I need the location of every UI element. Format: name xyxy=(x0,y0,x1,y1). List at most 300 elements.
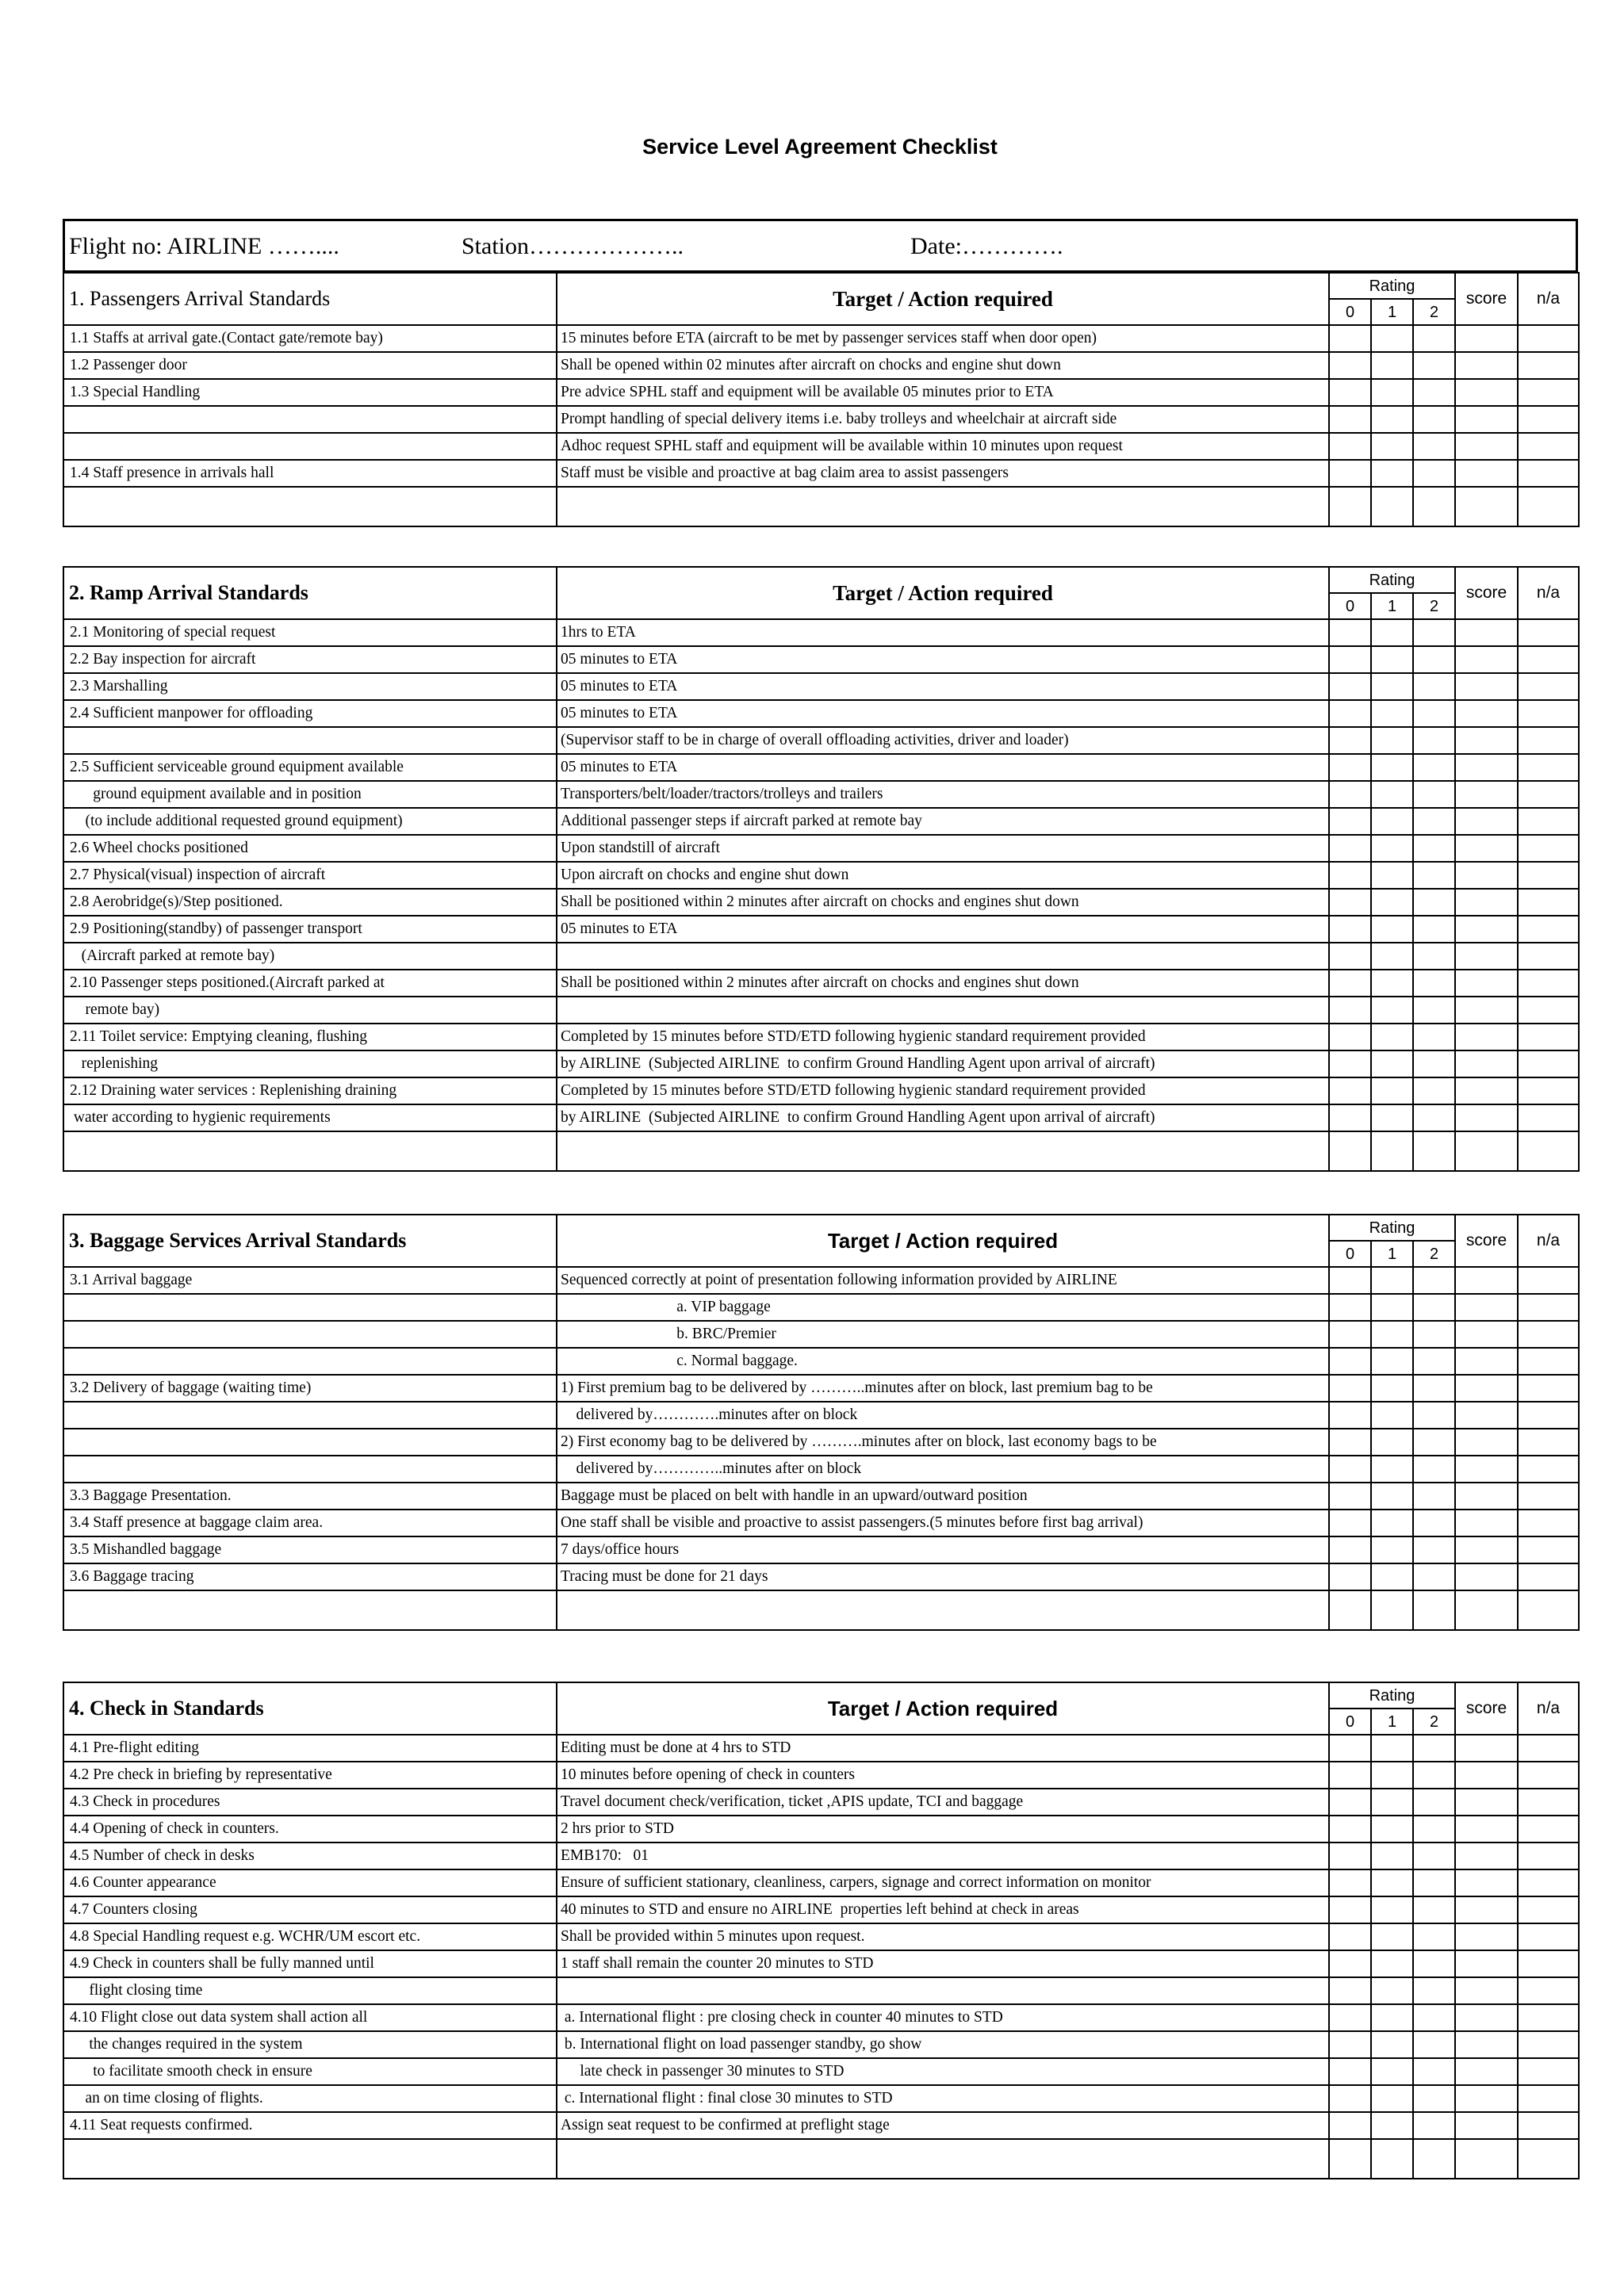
rating-2-cell[interactable] xyxy=(1413,406,1455,433)
rating-2-cell[interactable] xyxy=(1413,781,1455,808)
score-cell[interactable] xyxy=(1455,808,1518,835)
rating-0-cell[interactable] xyxy=(1329,1267,1371,1294)
na-cell[interactable] xyxy=(1518,1923,1579,1950)
na-cell[interactable] xyxy=(1518,1869,1579,1896)
standard-cell: 2.7 Physical(visual) inspection of aircraft xyxy=(63,862,557,889)
rating-2-cell[interactable] xyxy=(1413,2031,1455,2058)
rating-2-cell[interactable] xyxy=(1413,646,1455,673)
flight-no-field[interactable]: Flight no: AIRLINE …….... xyxy=(69,233,339,259)
score-cell[interactable] xyxy=(1455,460,1518,487)
na-cell[interactable] xyxy=(1518,2112,1579,2139)
rating-0-cell[interactable] xyxy=(1329,379,1371,406)
na-cell[interactable] xyxy=(1518,1762,1579,1789)
na-cell[interactable] xyxy=(1518,1896,1579,1923)
na-cell[interactable] xyxy=(1518,433,1579,460)
rating-0-cell[interactable] xyxy=(1329,433,1371,460)
rating-2-cell[interactable] xyxy=(1413,997,1455,1024)
score-cell[interactable] xyxy=(1455,862,1518,889)
target-cell: One staff shall be visible and proactive to assist passengers.(5 minutes before first bag arrival) xyxy=(557,1510,1329,1536)
score-cell[interactable] xyxy=(1455,943,1518,970)
checklist-row xyxy=(63,1977,1579,2004)
target-cell xyxy=(557,997,1329,1024)
rating-0-cell[interactable] xyxy=(1329,619,1371,646)
score-cell[interactable] xyxy=(1455,1321,1518,1348)
rating-1-cell[interactable] xyxy=(1371,1950,1413,1977)
rating-0-cell[interactable] xyxy=(1329,1536,1371,1563)
rating-0-cell[interactable] xyxy=(1329,997,1371,1024)
rating-2-cell[interactable] xyxy=(1413,1294,1455,1321)
score-cell[interactable] xyxy=(1455,727,1518,754)
na-cell[interactable] xyxy=(1518,1348,1579,1375)
rating-2-cell[interactable] xyxy=(1413,1843,1455,1869)
rating-2-cell[interactable] xyxy=(1413,700,1455,727)
score-cell[interactable] xyxy=(1455,1536,1518,1563)
rating-2-cell[interactable] xyxy=(1413,673,1455,700)
score-cell[interactable] xyxy=(1455,1869,1518,1896)
rating-1-cell[interactable] xyxy=(1371,916,1413,943)
rating-0-cell[interactable] xyxy=(1329,1843,1371,1869)
score-cell[interactable] xyxy=(1455,835,1518,862)
na-cell[interactable] xyxy=(1518,1950,1579,1977)
score-cell[interactable] xyxy=(1455,1816,1518,1843)
rating-1-cell[interactable] xyxy=(1371,1869,1413,1896)
rating-2-cell[interactable] xyxy=(1413,916,1455,943)
score-cell[interactable] xyxy=(1455,1024,1518,1050)
rating-2-cell[interactable] xyxy=(1413,727,1455,754)
score-cell[interactable] xyxy=(1455,673,1518,700)
na-cell[interactable] xyxy=(1518,997,1579,1024)
rating-0-cell[interactable] xyxy=(1329,1869,1371,1896)
rating-1-cell[interactable] xyxy=(1371,379,1413,406)
na-cell[interactable] xyxy=(1518,754,1579,781)
rating-0-cell[interactable] xyxy=(1329,754,1371,781)
rating-2-cell[interactable] xyxy=(1413,808,1455,835)
rating-2: 2 xyxy=(1412,594,1454,618)
rating-1-cell[interactable] xyxy=(1371,1735,1413,1762)
rating-1-cell[interactable] xyxy=(1371,325,1413,352)
checklist-row xyxy=(63,673,1579,700)
rating-2-cell[interactable] xyxy=(1413,1429,1455,1456)
rating-0-cell[interactable] xyxy=(1329,700,1371,727)
score-cell[interactable] xyxy=(1455,916,1518,943)
rating-1-cell[interactable] xyxy=(1371,2058,1413,2085)
rating-0-cell[interactable] xyxy=(1329,970,1371,997)
standard-cell: (Aircraft parked at remote bay) xyxy=(63,943,557,970)
rating-2-cell[interactable] xyxy=(1413,835,1455,862)
rating-1-cell[interactable] xyxy=(1371,1483,1413,1510)
rating-2: 2 xyxy=(1412,1242,1454,1266)
rating-0-cell[interactable] xyxy=(1329,1510,1371,1536)
rating-2-cell[interactable] xyxy=(1413,1735,1455,1762)
na-cell[interactable] xyxy=(1518,406,1579,433)
score-cell[interactable] xyxy=(1455,1456,1518,1483)
na-cell[interactable] xyxy=(1518,1510,1579,1536)
score-cell[interactable] xyxy=(1455,1977,1518,2004)
score-cell[interactable] xyxy=(1455,1348,1518,1375)
na-cell[interactable] xyxy=(1518,808,1579,835)
na-cell[interactable] xyxy=(1518,2004,1579,2031)
rating-1-cell[interactable] xyxy=(1371,1294,1413,1321)
rating-2-cell[interactable] xyxy=(1413,1563,1455,1590)
score-cell[interactable] xyxy=(1455,1843,1518,1869)
rating-0-cell[interactable] xyxy=(1329,1104,1371,1131)
rating-2-cell[interactable] xyxy=(1413,352,1455,379)
rating-0-cell[interactable] xyxy=(1329,1816,1371,1843)
rating-0-cell[interactable] xyxy=(1329,1402,1371,1429)
rating-0-cell[interactable] xyxy=(1329,808,1371,835)
na-cell[interactable] xyxy=(1518,352,1579,379)
rating-0-cell[interactable] xyxy=(1329,916,1371,943)
score-cell[interactable] xyxy=(1455,2004,1518,2031)
score-cell[interactable] xyxy=(1455,889,1518,916)
na-cell[interactable] xyxy=(1518,2058,1579,2085)
na-header: n/a xyxy=(1518,1215,1579,1267)
score-cell[interactable] xyxy=(1455,1294,1518,1321)
na-cell[interactable] xyxy=(1518,1563,1579,1590)
score-cell[interactable] xyxy=(1455,406,1518,433)
score-cell[interactable] xyxy=(1455,1267,1518,1294)
rating-2-cell[interactable] xyxy=(1413,1950,1455,1977)
na-cell[interactable] xyxy=(1518,1077,1579,1104)
rating-2-cell[interactable] xyxy=(1413,2004,1455,2031)
score-cell[interactable] xyxy=(1455,1050,1518,1077)
na-cell[interactable] xyxy=(1518,1321,1579,1348)
rating-0-cell[interactable] xyxy=(1329,1321,1371,1348)
rating-1-cell[interactable] xyxy=(1371,646,1413,673)
rating-0-cell[interactable] xyxy=(1329,2112,1371,2139)
rating-2-cell[interactable] xyxy=(1413,1923,1455,1950)
standard-cell: 2.10 Passenger steps positioned.(Aircraft parked at xyxy=(63,970,557,997)
checklist-row xyxy=(63,1104,1579,1131)
standard-cell: 4.3 Check in procedures xyxy=(63,1789,557,1816)
rating-1-cell[interactable] xyxy=(1371,1024,1413,1050)
score-cell[interactable] xyxy=(1455,2058,1518,2085)
rating-2-cell[interactable] xyxy=(1413,2058,1455,2085)
rating-2-cell[interactable] xyxy=(1413,2085,1455,2112)
rating-1-cell[interactable] xyxy=(1371,1789,1413,1816)
rating-2-cell[interactable] xyxy=(1413,1348,1455,1375)
rating-0-cell[interactable] xyxy=(1329,1896,1371,1923)
rating-0-cell[interactable] xyxy=(1329,673,1371,700)
na-cell[interactable] xyxy=(1518,1536,1579,1563)
rating-0-cell[interactable] xyxy=(1329,1375,1371,1402)
rating-2-cell[interactable] xyxy=(1413,1789,1455,1816)
score-cell[interactable] xyxy=(1455,1762,1518,1789)
na-cell[interactable] xyxy=(1518,835,1579,862)
rating-1-cell[interactable] xyxy=(1371,1077,1413,1104)
rating-2-cell[interactable] xyxy=(1413,1762,1455,1789)
score-cell[interactable] xyxy=(1455,1950,1518,1977)
checklist-row xyxy=(63,1429,1579,1456)
rating-0-cell[interactable] xyxy=(1329,889,1371,916)
rating-0-cell[interactable] xyxy=(1329,1294,1371,1321)
rating-1-cell[interactable] xyxy=(1371,997,1413,1024)
rating-2-cell[interactable] xyxy=(1413,1483,1455,1510)
rating-1-cell[interactable] xyxy=(1371,943,1413,970)
rating-2-cell[interactable] xyxy=(1413,433,1455,460)
rating-0: 0 xyxy=(1345,1712,1355,1731)
rating-0-cell[interactable] xyxy=(1329,1977,1371,2004)
score-cell[interactable] xyxy=(1455,781,1518,808)
target-cell: Shall be positioned within 2 minutes after aircraft on chocks and engines shut down xyxy=(557,970,1329,997)
na-cell[interactable] xyxy=(1518,1456,1579,1483)
score-cell[interactable] xyxy=(1455,352,1518,379)
score-cell[interactable] xyxy=(1455,379,1518,406)
rating-1-cell[interactable] xyxy=(1371,2004,1413,2031)
rating-1-cell[interactable] xyxy=(1371,1536,1413,1563)
rating-1-cell[interactable] xyxy=(1371,1321,1413,1348)
rating-1-cell[interactable] xyxy=(1371,1510,1413,1536)
blank-cell xyxy=(1518,1590,1579,1630)
na-cell[interactable] xyxy=(1518,1483,1579,1510)
na-cell[interactable] xyxy=(1518,1977,1579,2004)
rating-1-cell[interactable] xyxy=(1371,862,1413,889)
score-cell[interactable] xyxy=(1455,433,1518,460)
rating-0-cell[interactable] xyxy=(1329,1077,1371,1104)
score-cell[interactable] xyxy=(1455,619,1518,646)
rating-1-cell[interactable] xyxy=(1371,1429,1413,1456)
score-cell[interactable] xyxy=(1455,1104,1518,1131)
target-cell: 05 minutes to ETA xyxy=(557,916,1329,943)
rating-0-cell[interactable] xyxy=(1329,1483,1371,1510)
rating-1-cell[interactable] xyxy=(1371,619,1413,646)
score-cell[interactable] xyxy=(1455,2031,1518,2058)
rating-1-cell[interactable] xyxy=(1371,1923,1413,1950)
checklist-row xyxy=(63,754,1579,781)
rating-0-cell[interactable] xyxy=(1329,2031,1371,2058)
rating-1-cell[interactable] xyxy=(1371,2085,1413,2112)
rating-1-cell[interactable] xyxy=(1371,1375,1413,1402)
rating-2-cell[interactable] xyxy=(1413,1050,1455,1077)
rating-2-cell[interactable] xyxy=(1413,1077,1455,1104)
score-cell[interactable] xyxy=(1455,970,1518,997)
na-cell[interactable] xyxy=(1518,862,1579,889)
score-cell[interactable] xyxy=(1455,1510,1518,1536)
rating-0-cell[interactable] xyxy=(1329,1456,1371,1483)
rating-1-cell[interactable] xyxy=(1371,970,1413,997)
score-cell[interactable] xyxy=(1455,646,1518,673)
score-cell[interactable] xyxy=(1455,1923,1518,1950)
score-cell[interactable] xyxy=(1455,1429,1518,1456)
rating-1-cell[interactable] xyxy=(1371,1843,1413,1869)
na-cell[interactable] xyxy=(1518,1735,1579,1762)
rating-1-cell[interactable] xyxy=(1371,727,1413,754)
na-cell[interactable] xyxy=(1518,781,1579,808)
target-cell: delivered by………….minutes after on block xyxy=(557,1402,1329,1429)
na-cell[interactable] xyxy=(1518,460,1579,487)
na-cell[interactable] xyxy=(1518,1843,1579,1869)
rating-2-cell[interactable] xyxy=(1413,1375,1455,1402)
station-field[interactable]: Station……………….. xyxy=(462,233,684,259)
score-cell[interactable] xyxy=(1455,1375,1518,1402)
rating-1-cell[interactable] xyxy=(1371,808,1413,835)
rating-0-cell[interactable] xyxy=(1329,781,1371,808)
rating-1-cell[interactable] xyxy=(1371,1896,1413,1923)
rating-0-cell[interactable] xyxy=(1329,862,1371,889)
date-field[interactable]: Date:…………. xyxy=(910,233,1063,259)
checklist-row xyxy=(63,1456,1579,1483)
standard-cell xyxy=(63,727,557,754)
rating-2-cell[interactable] xyxy=(1413,1104,1455,1131)
rating-2-cell[interactable] xyxy=(1413,379,1455,406)
section-header-row xyxy=(63,1215,1579,1267)
rating-2-cell[interactable] xyxy=(1413,862,1455,889)
score-cell[interactable] xyxy=(1455,1077,1518,1104)
score-cell[interactable] xyxy=(1455,700,1518,727)
score-cell[interactable] xyxy=(1455,1789,1518,1816)
rating-2-cell[interactable] xyxy=(1413,1321,1455,1348)
standard-cell: 4.9 Check in counters shall be fully manned until xyxy=(63,1950,557,1977)
rating-0-cell[interactable] xyxy=(1329,1024,1371,1050)
target-cell: Completed by 15 minutes before STD/ETD following hygienic standard requirement provided xyxy=(557,1077,1329,1104)
rating-1-cell[interactable] xyxy=(1371,352,1413,379)
rating-2-cell[interactable] xyxy=(1413,970,1455,997)
score-cell[interactable] xyxy=(1455,754,1518,781)
na-cell[interactable] xyxy=(1518,943,1579,970)
rating-0-cell[interactable] xyxy=(1329,943,1371,970)
rating-1-cell[interactable] xyxy=(1371,1816,1413,1843)
rating-1-cell[interactable] xyxy=(1371,889,1413,916)
rating-0-cell[interactable] xyxy=(1329,2085,1371,2112)
score-cell[interactable] xyxy=(1455,1402,1518,1429)
na-cell[interactable] xyxy=(1518,1050,1579,1077)
rating-2-cell[interactable] xyxy=(1413,1977,1455,2004)
score-cell[interactable] xyxy=(1455,1563,1518,1590)
rating-0-cell[interactable] xyxy=(1329,1050,1371,1077)
score-cell[interactable] xyxy=(1455,2112,1518,2139)
blank-cell xyxy=(1413,487,1455,526)
rating-2-cell[interactable] xyxy=(1413,1267,1455,1294)
rating-2-cell[interactable] xyxy=(1413,1456,1455,1483)
rating-2-cell[interactable] xyxy=(1413,1510,1455,1536)
score-cell[interactable] xyxy=(1455,325,1518,352)
score-cell[interactable] xyxy=(1455,2085,1518,2112)
na-cell[interactable] xyxy=(1518,700,1579,727)
rating-0-cell[interactable] xyxy=(1329,1563,1371,1590)
rating-2-cell[interactable] xyxy=(1413,619,1455,646)
rating-1-cell[interactable] xyxy=(1371,460,1413,487)
rating-2-cell[interactable] xyxy=(1413,1869,1455,1896)
na-cell[interactable] xyxy=(1518,1429,1579,1456)
na-cell[interactable] xyxy=(1518,1104,1579,1131)
rating-1-cell[interactable] xyxy=(1371,1762,1413,1789)
rating-2-cell[interactable] xyxy=(1413,460,1455,487)
rating-0-cell[interactable] xyxy=(1329,2004,1371,2031)
rating-1-cell[interactable] xyxy=(1371,673,1413,700)
rating-1-cell[interactable] xyxy=(1371,781,1413,808)
rating-2-cell[interactable] xyxy=(1413,1402,1455,1429)
rating-0-cell[interactable] xyxy=(1329,1950,1371,1977)
rating-0-cell[interactable] xyxy=(1329,835,1371,862)
rating-0-cell[interactable] xyxy=(1329,2058,1371,2085)
rating-0-cell[interactable] xyxy=(1329,727,1371,754)
blank-cell xyxy=(1329,487,1371,526)
rating-0-cell[interactable] xyxy=(1329,1789,1371,1816)
standard-cell xyxy=(63,1402,557,1429)
rating-2-cell[interactable] xyxy=(1413,1896,1455,1923)
na-cell[interactable] xyxy=(1518,1267,1579,1294)
target-cell: EMB170: 01 xyxy=(557,1843,1329,1869)
rating-2-cell[interactable] xyxy=(1413,1816,1455,1843)
rating-0-cell[interactable] xyxy=(1329,1923,1371,1950)
na-cell[interactable] xyxy=(1518,2085,1579,2112)
rating-1-cell[interactable] xyxy=(1371,1267,1413,1294)
rating-1-cell[interactable] xyxy=(1371,754,1413,781)
rating-0-cell[interactable] xyxy=(1329,352,1371,379)
target-cell: Tracing must be done for 21 days xyxy=(557,1563,1329,1590)
na-cell[interactable] xyxy=(1518,673,1579,700)
rating-0-cell[interactable] xyxy=(1329,1348,1371,1375)
na-cell[interactable] xyxy=(1518,916,1579,943)
rating-0-cell[interactable] xyxy=(1329,325,1371,352)
na-cell[interactable] xyxy=(1518,1024,1579,1050)
na-cell[interactable] xyxy=(1518,2031,1579,2058)
rating-1-cell[interactable] xyxy=(1371,835,1413,862)
na-cell[interactable] xyxy=(1518,727,1579,754)
rating-2-cell[interactable] xyxy=(1413,1024,1455,1050)
na-cell[interactable] xyxy=(1518,1789,1579,1816)
checklist-row xyxy=(63,1050,1579,1077)
na-cell[interactable] xyxy=(1518,619,1579,646)
rating-1-cell[interactable] xyxy=(1371,1104,1413,1131)
na-cell[interactable] xyxy=(1518,1294,1579,1321)
rating-1-cell[interactable] xyxy=(1371,1348,1413,1375)
rating-1-cell[interactable] xyxy=(1371,2112,1413,2139)
rating-0-cell[interactable] xyxy=(1329,1429,1371,1456)
rating-0-cell[interactable] xyxy=(1329,460,1371,487)
rating-1-cell[interactable] xyxy=(1371,700,1413,727)
checklist-row xyxy=(63,2031,1579,2058)
na-cell[interactable] xyxy=(1518,646,1579,673)
score-cell[interactable] xyxy=(1455,1483,1518,1510)
checklist-row xyxy=(63,862,1579,889)
rating-2-cell[interactable] xyxy=(1413,1536,1455,1563)
rating-0-cell[interactable] xyxy=(1329,646,1371,673)
rating-2-cell[interactable] xyxy=(1413,325,1455,352)
rating-2-cell[interactable] xyxy=(1413,754,1455,781)
rating-1-cell[interactable] xyxy=(1371,1402,1413,1429)
rating-2-cell[interactable] xyxy=(1413,943,1455,970)
rating-1-cell[interactable] xyxy=(1371,1977,1413,2004)
rating-2-cell[interactable] xyxy=(1413,2112,1455,2139)
standard-cell: 2.11 Toilet service: Emptying cleaning, flushing xyxy=(63,1024,557,1050)
rating-1-cell[interactable] xyxy=(1371,1050,1413,1077)
score-cell[interactable] xyxy=(1455,997,1518,1024)
rating-0-cell[interactable] xyxy=(1329,406,1371,433)
rating-0-cell[interactable] xyxy=(1329,1735,1371,1762)
checklist-row xyxy=(63,1563,1579,1590)
rating-1-cell[interactable] xyxy=(1371,433,1413,460)
rating-1-cell[interactable] xyxy=(1371,1563,1413,1590)
na-cell[interactable] xyxy=(1518,970,1579,997)
section-table xyxy=(63,566,1580,1172)
na-cell[interactable] xyxy=(1518,379,1579,406)
score-cell[interactable] xyxy=(1455,1735,1518,1762)
rating-1-cell[interactable] xyxy=(1371,1456,1413,1483)
na-cell[interactable] xyxy=(1518,325,1579,352)
rating-2-cell[interactable] xyxy=(1413,889,1455,916)
na-cell[interactable] xyxy=(1518,1375,1579,1402)
rating-1-cell[interactable] xyxy=(1371,406,1413,433)
standard-cell: 4.11 Seat requests confirmed. xyxy=(63,2112,557,2139)
rating-1-cell[interactable] xyxy=(1371,2031,1413,2058)
section-table xyxy=(63,272,1580,527)
rating-0-cell[interactable] xyxy=(1329,1762,1371,1789)
na-cell[interactable] xyxy=(1518,1402,1579,1429)
na-cell[interactable] xyxy=(1518,889,1579,916)
na-cell[interactable] xyxy=(1518,1816,1579,1843)
score-cell[interactable] xyxy=(1455,1896,1518,1923)
